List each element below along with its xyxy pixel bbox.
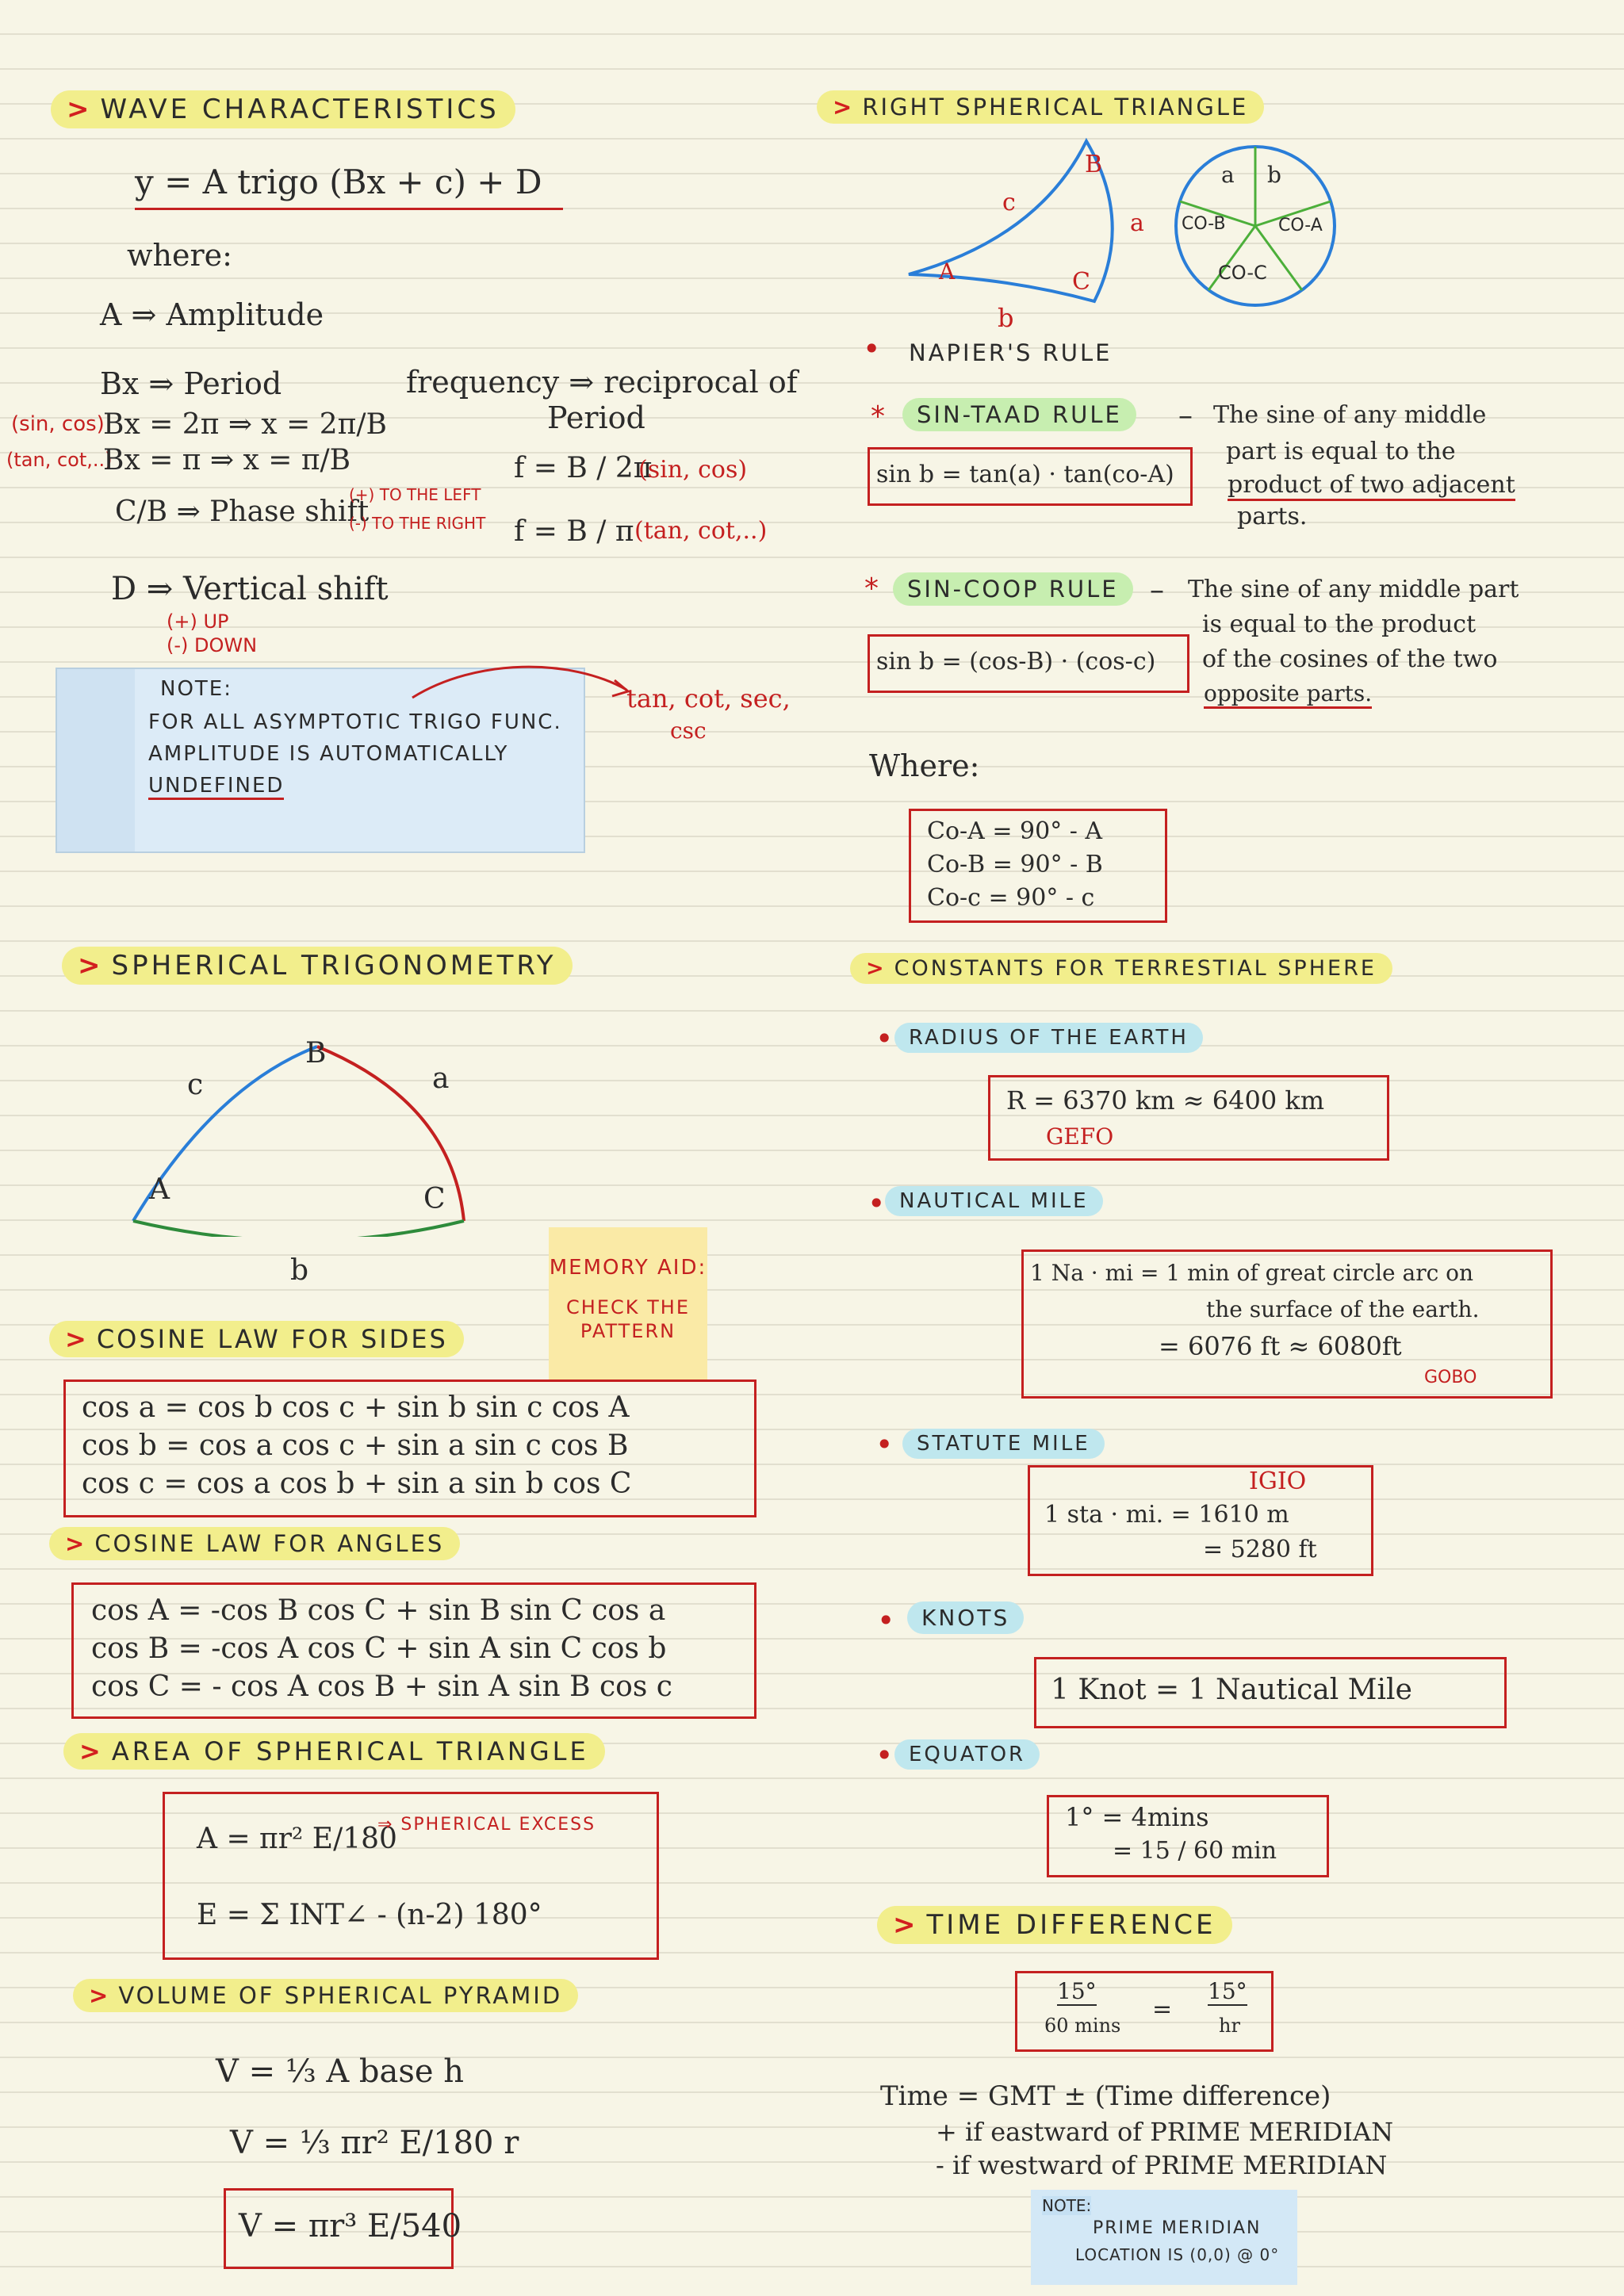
rt-vertex-C: C — [1072, 268, 1090, 296]
statute-l1: 1 sta · mi. = 1610 m — [1044, 1501, 1289, 1529]
bullet-icon: • — [875, 1427, 894, 1462]
circle-b: b — [1267, 162, 1281, 188]
freq-tancot-tag: (tan, cot,..) — [634, 517, 768, 545]
nautical-l1: 1 Na · mi = 1 min of great circle arc on — [1030, 1260, 1474, 1286]
frequency-def: frequency ⇒ reciprocal of — [406, 365, 798, 400]
napier-rule-label: NAPIER'S RULE — [909, 339, 1113, 366]
heading-arrow-icon: > — [65, 1324, 89, 1354]
gefo-mnemonic: GEFO — [1046, 1123, 1114, 1150]
period-def: Bx ⇒ Period — [100, 366, 282, 401]
bullet-icon: • — [875, 1738, 894, 1773]
spherical-excess-label: ⇒ SPHERICAL EXCESS — [377, 1815, 596, 1835]
pm-note-l2: LOCATION IS (0,0) @ 0° — [1075, 2245, 1280, 2264]
bullet-icon: • — [863, 331, 881, 366]
gobo-mnemonic: GOBO — [1424, 1368, 1477, 1387]
time-westward: - if westward of PRIME MERIDIAN — [936, 2150, 1388, 2180]
nautical-box — [1021, 1249, 1553, 1399]
note-title: NOTE: — [160, 677, 232, 701]
sin-taad-desc2: part is equal to the — [1226, 438, 1456, 465]
volume-heading: > VOLUME OF SPHERICAL PYRAMID — [73, 1982, 578, 2009]
heading-arrow-icon: > — [78, 950, 104, 982]
circle-co-c: CO-C — [1218, 262, 1267, 284]
rt-vertex-B: B — [1085, 151, 1103, 178]
sin-taad-eq: sin b = tan(a) · tan(co-A) — [876, 461, 1174, 488]
rt-side-a: a — [1130, 209, 1144, 237]
note-arrow — [396, 650, 634, 714]
heading-arrow-icon: > — [79, 1736, 104, 1766]
sin-coop-desc1: The sine of any middle part — [1188, 576, 1519, 603]
rt-vertex-A: A — [939, 258, 956, 285]
rt-side-b: b — [998, 303, 1014, 333]
sin-taad-desc4: parts. — [1237, 503, 1308, 530]
memory-aid-title: MEMORY AID: — [549, 1256, 707, 1280]
co-b-def: Co-B = 90° - B — [927, 851, 1103, 878]
excess-formula: E = Σ INT∠ - (n-2) 180° — [197, 1899, 542, 1931]
circle-a: a — [1221, 162, 1235, 188]
time-formula: Time = GMT ± (Time difference) — [880, 2080, 1331, 2112]
radius-heading: RADIUS OF THE EARTH — [894, 1026, 1203, 1050]
sin-taad-desc3: product of two adjacent — [1228, 471, 1515, 501]
vertex-A: A — [149, 1173, 170, 1206]
knot-equivalence: 1 Knot = 1 Nautical Mile — [1051, 1674, 1412, 1706]
cosine-sides-l3: cos c = cos a cos b + sin a sin b cos C — [82, 1468, 632, 1500]
right-spherical-heading: > RIGHT SPHERICAL TRIANGLE — [817, 94, 1264, 121]
freq-sincos-tag: (sin, cos) — [638, 456, 748, 484]
sin-coop-eq: sin b = (cos-B) · (cos-c) — [876, 648, 1156, 675]
tancot-tag: (tan, cot,..) — [6, 449, 113, 471]
side-b-label: b — [290, 1254, 309, 1287]
cosine-sides-heading: > COSINE LAW FOR SIDES — [49, 1324, 464, 1354]
vertical-shift-def: D ⇒ Vertical shift — [111, 571, 389, 607]
phase-shift-def: C/B ⇒ Phase shift — [115, 496, 370, 528]
heading-arrow-icon: > — [65, 1530, 87, 1557]
freq-sincos: f = B / 2π — [514, 452, 653, 484]
volume-formula-1: V = ⅓ A base h — [216, 2053, 465, 2090]
freq-tancot: f = B / π — [514, 515, 634, 548]
circle-co-a: CO-A — [1278, 216, 1323, 235]
vertical-up: (+) UP — [167, 610, 229, 633]
cosine-angles-l1: cos A = -cos B cos C + sin B sin C cos a — [91, 1594, 666, 1627]
heading-arrow-icon: > — [833, 94, 855, 121]
vertical-down: (-) DOWN — [167, 634, 258, 656]
note-margin — [57, 669, 135, 851]
constants-heading: > CONSTANTS FOR TERRESTIAL SPHERE — [850, 956, 1392, 981]
phase-right: (-) TO THE RIGHT — [349, 514, 486, 533]
co-c-def: Co-c = 90° - c — [927, 884, 1095, 912]
volume-formula-2: V = ⅓ πr² E/180 r — [230, 2125, 519, 2161]
volume-formula-3: V = πr³ E/540 — [239, 2208, 462, 2244]
amplitude-def: A ⇒ Amplitude — [100, 297, 324, 332]
co-defs-box — [909, 809, 1167, 923]
note-line1: FOR ALL ASYMPTOTIC TRIGO FUNC. — [148, 710, 562, 734]
nautical-l3: = 6076 ft ≈ 6080ft — [1159, 1331, 1402, 1361]
cosine-angles-box — [71, 1582, 756, 1719]
note-side2: csc — [670, 718, 707, 744]
co-a-def: Co-A = 90° - A — [927, 817, 1103, 845]
side-b-arc — [133, 1221, 464, 1237]
radius-box — [988, 1075, 1389, 1161]
time-ratio-box — [1015, 1971, 1274, 2052]
area-formula: A = πr² E/180 — [197, 1823, 397, 1855]
note-line2: AMPLITUDE IS AUTOMATICALLY — [148, 742, 509, 766]
wave-heading: > WAVE CHARACTERISTICS — [51, 94, 515, 125]
side-a-label: a — [432, 1062, 450, 1095]
heading-arrow-icon: > — [866, 956, 887, 981]
wave-equation: y = A trigo (Bx + c) + D — [135, 163, 563, 210]
sin-coop-heading: SIN-COOP RULE — [893, 576, 1133, 603]
asterisk-icon: * — [864, 572, 879, 605]
area-box — [163, 1792, 659, 1960]
bullet-icon: • — [868, 1186, 886, 1221]
memory-aid-note — [549, 1227, 707, 1380]
statute-heading: STATUTE MILE — [902, 1432, 1105, 1456]
bullet-icon: • — [877, 1603, 895, 1638]
sin-coop-desc3: of the cosines of the two — [1202, 645, 1498, 673]
ratio-right-top: 15° — [1208, 1978, 1247, 2004]
sin-coop-dash: – — [1150, 574, 1164, 607]
nautical-l2: the surface of the earth. — [1206, 1296, 1480, 1322]
equator-heading: EQUATOR — [894, 1743, 1040, 1766]
equator-l2: = 15 / 60 min — [1113, 1837, 1277, 1865]
statute-box — [1028, 1465, 1373, 1576]
cosine-sides-l1: cos a = cos b cos c + sin b sin c cos A — [82, 1391, 630, 1424]
igio-mnemonic: IGIO — [1249, 1468, 1307, 1495]
radius-value: R = 6370 km ≈ 6400 km — [1006, 1085, 1325, 1115]
rt-where-label: Where: — [869, 748, 980, 783]
ratio-equals: = — [1152, 1996, 1173, 2023]
equator-box — [1047, 1795, 1329, 1877]
rt-side-c: c — [1002, 189, 1016, 216]
bullet-icon: • — [875, 1021, 894, 1056]
cosine-angles-l3: cos C = - cos A cos B + sin A sin B cos c — [91, 1670, 672, 1703]
pm-note-l1: PRIME MERIDIAN — [1093, 2218, 1262, 2238]
memory-aid-body: CHECK THE PATTERN — [566, 1296, 690, 1342]
sin-coop-box — [868, 634, 1189, 693]
time-diff-heading: > TIME DIFFERENCE — [877, 1909, 1232, 1941]
heading-arrow-icon: > — [893, 1909, 919, 1941]
asterisk-icon: * — [871, 400, 885, 433]
cosine-angles-l2: cos B = -cos A cos C + sin A sin C cos b — [91, 1632, 667, 1665]
phase-left: (+) TO THE LEFT — [349, 485, 481, 504]
volume-final-box — [224, 2188, 462, 2269]
knots-box — [1034, 1657, 1507, 1728]
bx-2pi: Bx = 2π ⇒ x = 2π/B — [103, 408, 387, 441]
spherical-heading: > SPHERICAL TRIGONOMETRY — [62, 950, 573, 982]
side-c-label: c — [187, 1069, 204, 1101]
sin-taad-heading: SIN-TAAD RULE — [902, 401, 1136, 428]
time-eastward: + if eastward of PRIME MERIDIAN — [936, 2117, 1394, 2147]
note-side1: tan, cot, sec, — [626, 683, 791, 714]
circle-co-b: CO-B — [1182, 214, 1226, 234]
heading-arrow-icon: > — [89, 1982, 111, 2009]
ratio-left-top: 15° — [1057, 1978, 1097, 2004]
cosine-sides-box — [63, 1380, 756, 1517]
sin-coop-desc2: is equal to the product — [1202, 610, 1477, 638]
equator-l1: 1° = 4mins — [1065, 1802, 1209, 1832]
vertex-C: C — [423, 1183, 446, 1215]
statute-l2: = 5280 ft — [1203, 1536, 1317, 1563]
pm-note-title: NOTE: — [1042, 2196, 1092, 2215]
sincos-tag: (sin, cos) — [11, 412, 105, 436]
knots-heading: KNOTS — [907, 1605, 1024, 1631]
ratio-left-bottom: 60 mins — [1044, 2015, 1121, 2037]
sin-coop-desc4: opposite parts. — [1204, 680, 1372, 709]
area-heading: > AREA OF SPHERICAL TRIANGLE — [63, 1736, 605, 1766]
heading-arrow-icon: > — [67, 94, 93, 125]
where-label: where: — [127, 238, 232, 273]
ratio-right-bottom: hr — [1219, 2015, 1240, 2037]
cosine-sides-l2: cos b = cos a cos c + sin a sin c cos B — [82, 1429, 629, 1462]
vertex-B: B — [305, 1037, 327, 1070]
cosine-angles-heading: > COSINE LAW FOR ANGLES — [49, 1530, 460, 1557]
bx-pi: Bx = π ⇒ x = π/B — [103, 444, 351, 476]
sin-taad-box — [868, 447, 1193, 506]
sin-taad-desc1: The sine of any middle — [1213, 401, 1487, 429]
note-line3: UNDEFINED — [148, 774, 284, 800]
period-word: Period — [547, 400, 645, 435]
sin-taad-dash: – — [1178, 400, 1193, 432]
nautical-heading: NAUTICAL MILE — [885, 1189, 1103, 1213]
prime-meridian-note — [1031, 2190, 1297, 2285]
